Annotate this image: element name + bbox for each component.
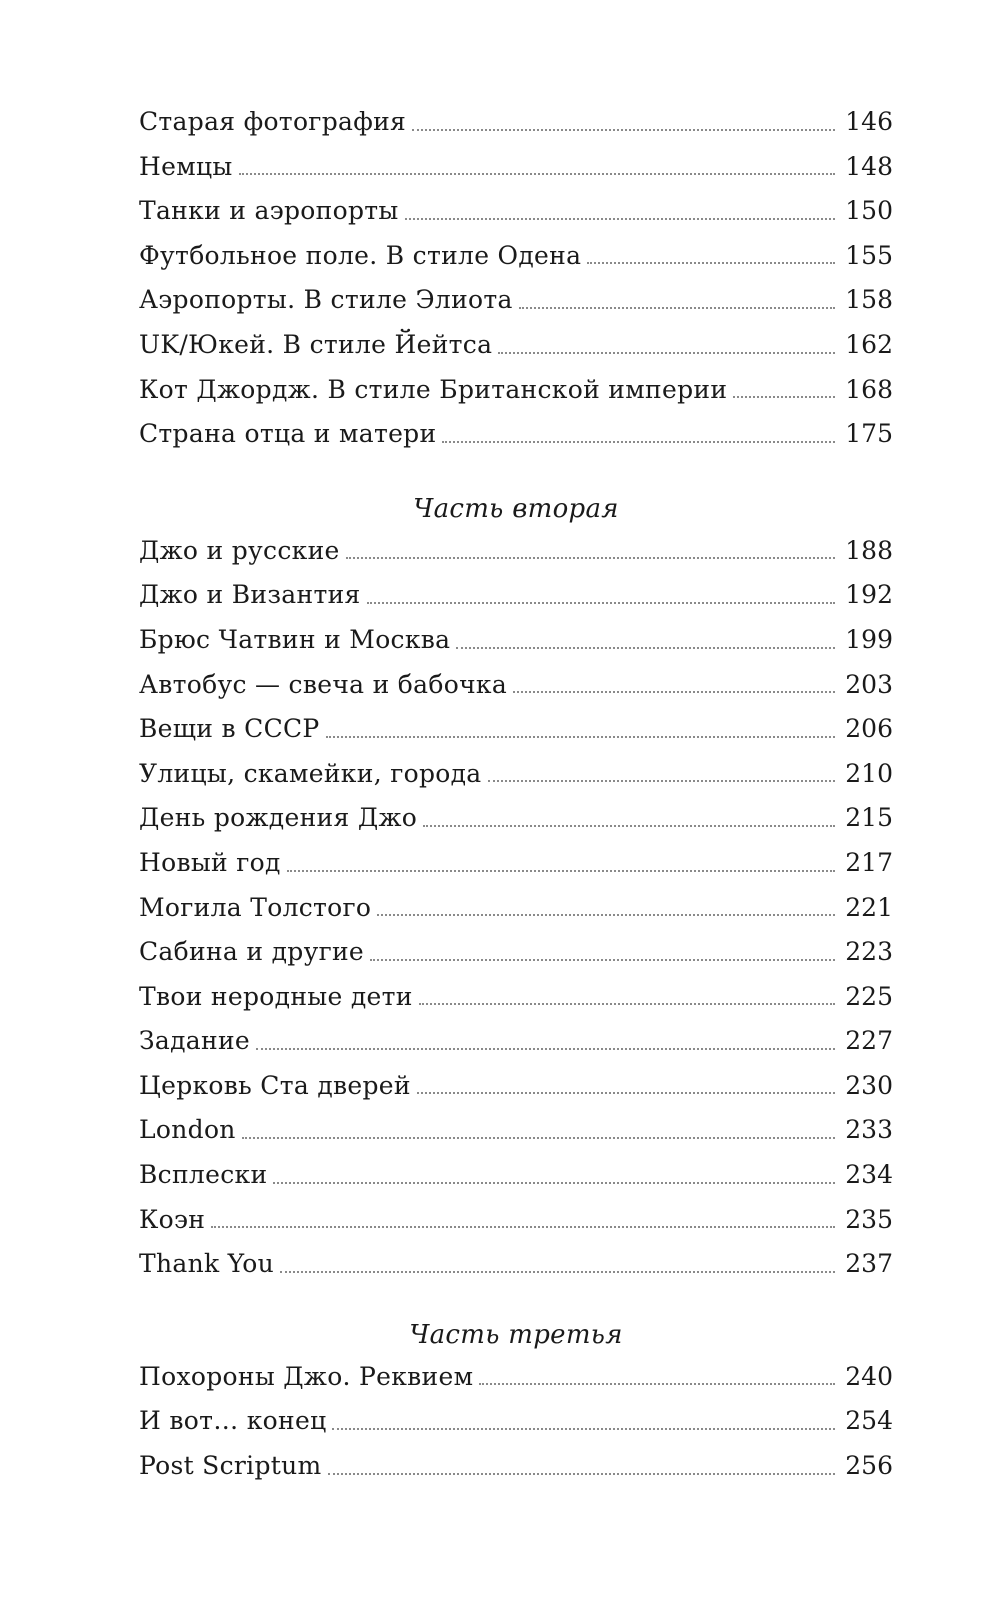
entry-title: Старая фотография (139, 107, 407, 136)
dot-leader (326, 735, 836, 738)
toc-entry[interactable] (139, 796, 893, 841)
entry-page: 175 (845, 419, 893, 449)
entry-title: Всплески (139, 1160, 268, 1190)
toc-entry[interactable] (139, 752, 893, 797)
entry-title: Страна отца и матери (139, 419, 437, 449)
entry-title: Немцы (139, 151, 233, 181)
entry-title: Автобус — свеча и бабочка (139, 669, 508, 699)
dot-leader (423, 824, 835, 827)
dot-leader (280, 1270, 835, 1273)
toc-entry[interactable] (139, 841, 893, 886)
toc-entry[interactable] (139, 189, 893, 234)
dot-leader (287, 869, 836, 872)
dot-leader (211, 1225, 835, 1228)
part-heading: Часть третья (409, 1319, 623, 1350)
entry-title: Коэн (139, 1204, 206, 1234)
toc-entry[interactable] (139, 975, 893, 1020)
entry-page: 235 (845, 1204, 893, 1234)
toc-section-3 (139, 1315, 893, 1489)
toc-entry[interactable] (139, 663, 893, 708)
dot-leader (370, 958, 835, 961)
dot-leader (417, 1091, 835, 1094)
toc-entry[interactable] (139, 1198, 893, 1243)
dot-leader (412, 128, 835, 131)
table-of-contents (139, 100, 893, 1489)
entry-page: 227 (845, 1026, 893, 1056)
section-spacer (139, 1287, 893, 1315)
entry-page: 155 (845, 240, 893, 270)
entry-title: Танки и аэропорты (139, 196, 399, 226)
entry-title: Похороны Джо. Реквием (139, 1361, 474, 1391)
dot-leader (587, 261, 835, 264)
entry-title: Джо и русские (139, 535, 340, 565)
dot-leader (332, 1427, 835, 1430)
toc-entry[interactable] (139, 278, 893, 323)
entry-title: Твои неродные дети (139, 981, 413, 1011)
dot-leader (498, 351, 835, 354)
dot-leader (256, 1047, 835, 1050)
entry-title: Церковь Ста дверей (139, 1070, 411, 1100)
entry-title: И вот… конец (139, 1406, 327, 1436)
entry-page: 168 (845, 374, 893, 404)
entry-page: 148 (845, 151, 893, 181)
entry-title: Новый год (139, 847, 281, 877)
entry-title: Джо и Византия (139, 580, 361, 610)
toc-entry[interactable] (139, 368, 893, 413)
toc-entry[interactable] (139, 618, 893, 663)
dot-leader (519, 306, 836, 309)
entry-page: 225 (845, 981, 893, 1011)
toc-entry[interactable] (139, 529, 893, 574)
toc-entry[interactable] (139, 707, 893, 752)
entry-page: 188 (845, 535, 893, 565)
toc-entry[interactable] (139, 1108, 893, 1153)
toc-entry[interactable] (139, 234, 893, 279)
entry-title: UK/Юкей. В стиле Йейтса (139, 329, 493, 359)
toc-entry[interactable] (139, 100, 893, 145)
entry-page: 210 (845, 758, 893, 788)
toc-entry[interactable] (139, 1064, 893, 1109)
dot-leader (346, 556, 836, 559)
entry-page: 223 (845, 937, 893, 967)
toc-entry[interactable] (139, 412, 893, 457)
toc-entry[interactable] (139, 886, 893, 931)
entry-page: 217 (845, 847, 893, 877)
toc-entry[interactable] (139, 1399, 893, 1444)
entry-page: 256 (845, 1451, 893, 1481)
entry-title: Вещи в СССР (139, 714, 320, 744)
dot-leader (377, 913, 835, 916)
toc-entry[interactable] (139, 145, 893, 190)
entry-title: Задание (139, 1026, 250, 1056)
dot-leader (442, 440, 835, 443)
dot-leader (419, 1002, 836, 1005)
dot-leader (273, 1181, 835, 1184)
entry-title: London (139, 1115, 236, 1145)
entry-page: 254 (845, 1406, 893, 1436)
entry-page: 233 (845, 1115, 893, 1145)
entry-title: Брюс Чатвин и Москва (139, 624, 451, 654)
entry-page: 150 (845, 196, 893, 226)
toc-section-1 (139, 100, 893, 457)
entry-page: 192 (845, 580, 893, 610)
part-heading: Часть вторая (413, 493, 619, 524)
dot-leader (488, 779, 836, 782)
dot-leader (479, 1382, 835, 1385)
entry-page: 240 (845, 1361, 893, 1391)
dot-leader (328, 1472, 836, 1475)
entry-page: 230 (845, 1070, 893, 1100)
toc-entry[interactable] (139, 1153, 893, 1198)
entry-title: Thank You (139, 1249, 275, 1279)
entry-page: 199 (845, 624, 893, 654)
dot-leader (405, 217, 836, 220)
toc-entry[interactable] (139, 1355, 893, 1400)
entry-title: Кот Джордж. В стиле Британской империи (139, 374, 728, 404)
dot-leader (513, 690, 835, 693)
entry-page: 162 (845, 329, 893, 359)
dot-leader (367, 601, 836, 604)
dot-leader (456, 646, 835, 649)
entry-title: Сабина и другие (139, 937, 365, 967)
toc-entry[interactable] (139, 323, 893, 368)
entry-title: День рождения Джо (139, 803, 418, 833)
toc-entry[interactable] (139, 930, 893, 975)
entry-title: Post Scriptum (139, 1451, 322, 1481)
entry-page: 203 (845, 669, 893, 699)
entry-page: 234 (845, 1160, 893, 1190)
entry-page: 146 (845, 107, 893, 136)
dot-leader (239, 172, 836, 175)
dot-leader (733, 395, 835, 398)
entry-page: 206 (845, 714, 893, 744)
toc-entry[interactable] (139, 1444, 893, 1489)
entry-title: Могила Толстого (139, 892, 372, 922)
toc-entry[interactable] (139, 573, 893, 618)
dot-leader (242, 1136, 836, 1139)
section-spacer (139, 457, 893, 489)
entry-page: 221 (845, 892, 893, 922)
toc-section-2 (139, 489, 893, 1287)
entry-title: Футбольное поле. В стиле Одена (139, 240, 582, 270)
entry-page: 158 (845, 285, 893, 315)
toc-entry[interactable] (139, 1019, 893, 1064)
entry-page: 215 (845, 803, 893, 833)
entry-page: 237 (845, 1249, 893, 1279)
toc-entry[interactable] (139, 1242, 893, 1287)
entry-title: Улицы, скамейки, города (139, 758, 482, 788)
entry-title: Аэропорты. В стиле Элиота (139, 285, 513, 315)
